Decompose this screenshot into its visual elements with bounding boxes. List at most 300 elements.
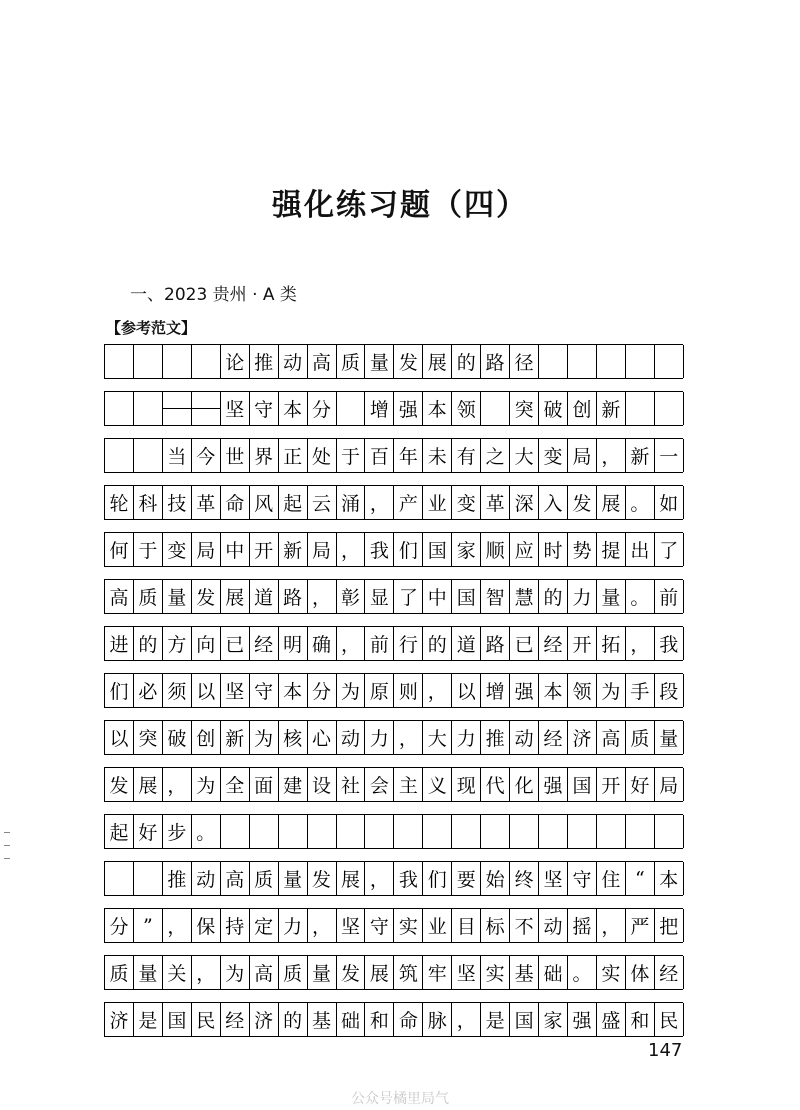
grid-cell bbox=[539, 815, 568, 848]
grid-cell bbox=[337, 392, 366, 425]
grid-cell: 界 bbox=[250, 439, 279, 472]
grid-cell: 的 bbox=[452, 345, 481, 378]
grid-cell bbox=[597, 815, 626, 848]
grid-cell: 为 bbox=[250, 721, 279, 754]
grid-cell: 今 bbox=[192, 439, 221, 472]
grid-cell: 始 bbox=[481, 862, 510, 895]
grid-cell: 前 bbox=[655, 580, 684, 613]
grid-cell: 新 bbox=[597, 392, 626, 425]
grid-cell: 轮 bbox=[105, 486, 134, 519]
grid-cell bbox=[539, 345, 568, 378]
grid-cell: 为 bbox=[192, 768, 221, 801]
grid-cell: 大 bbox=[510, 439, 539, 472]
grid-cell: 以 bbox=[105, 721, 134, 754]
grid-cell: 产 bbox=[394, 486, 423, 519]
grid-cell: 要 bbox=[452, 862, 481, 895]
grid-cell: 济 bbox=[568, 721, 597, 754]
grid-cell: 局 bbox=[308, 533, 337, 566]
grid-cell: 新 bbox=[221, 721, 250, 754]
grid-cell: 盛 bbox=[597, 1003, 626, 1036]
grid-cell bbox=[105, 862, 134, 895]
grid-cell: 于 bbox=[337, 439, 366, 472]
grid-cell: 经 bbox=[221, 1003, 250, 1036]
grid-cell: 。 bbox=[626, 580, 655, 613]
grid-cell: 局 bbox=[568, 439, 597, 472]
grid-cell: 设 bbox=[308, 768, 337, 801]
grid-cell: 高 bbox=[308, 345, 337, 378]
grid-cell: 关 bbox=[163, 956, 192, 989]
grid-cell: 经 bbox=[539, 627, 568, 660]
grid-cell: 。 bbox=[626, 486, 655, 519]
grid-cell: 量 bbox=[279, 862, 308, 895]
grid-cell: 命 bbox=[221, 486, 250, 519]
grid-cell: ” bbox=[134, 909, 163, 942]
grid-cell bbox=[365, 815, 394, 848]
grid-cell: ， bbox=[626, 627, 655, 660]
grid-cell bbox=[626, 815, 655, 848]
grid-cell: 严 bbox=[626, 909, 655, 942]
grid-cell: 强 bbox=[394, 392, 423, 425]
grid-cell: 了 bbox=[394, 580, 423, 613]
grid-cell: 当 bbox=[163, 439, 192, 472]
grid-cell: 展 bbox=[337, 862, 366, 895]
grid-cell: 国 bbox=[568, 768, 597, 801]
grid-cell: 入 bbox=[539, 486, 568, 519]
grid-cell: 质 bbox=[105, 956, 134, 989]
grid-cell: 筑 bbox=[394, 956, 423, 989]
grid-cell: 展 bbox=[134, 768, 163, 801]
grid-cell: 和 bbox=[626, 1003, 655, 1036]
grid-cell bbox=[105, 345, 134, 378]
grid-cell: 势 bbox=[568, 533, 597, 566]
grid-cell: 面 bbox=[250, 768, 279, 801]
grid-cell: 已 bbox=[221, 627, 250, 660]
grid-cell: 动 bbox=[192, 862, 221, 895]
grid-cell: 路 bbox=[481, 627, 510, 660]
grid-cell: 道 bbox=[250, 580, 279, 613]
grid-cell bbox=[250, 815, 279, 848]
grid-cell: 主 bbox=[394, 768, 423, 801]
grid-cell: 展 bbox=[597, 486, 626, 519]
grid-cell: 济 bbox=[105, 1003, 134, 1036]
grid-cell bbox=[134, 392, 163, 425]
grid-cell bbox=[279, 815, 308, 848]
reference-label: 【参考范文】 bbox=[106, 319, 197, 337]
grid-cell: 发 bbox=[568, 486, 597, 519]
grid-row bbox=[104, 767, 683, 802]
grid-cell: 命 bbox=[394, 1003, 423, 1036]
grid-cell: 增 bbox=[481, 674, 510, 707]
grid-cell: 坚 bbox=[539, 862, 568, 895]
grid-cell: 持 bbox=[221, 909, 250, 942]
grid-cell: 强 bbox=[539, 768, 568, 801]
grid-cell: 突 bbox=[510, 392, 539, 425]
grid-cell: 们 bbox=[423, 862, 452, 895]
grid-cell: 于 bbox=[134, 533, 163, 566]
grid-cell: 局 bbox=[655, 768, 684, 801]
grid-cell bbox=[510, 815, 539, 848]
grid-cell bbox=[163, 345, 192, 378]
grid-cell: 发 bbox=[105, 768, 134, 801]
grid-cell: 路 bbox=[481, 345, 510, 378]
grid-cell: 把 bbox=[655, 909, 684, 942]
grid-cell: ， bbox=[308, 909, 337, 942]
grid-cell: 家 bbox=[452, 533, 481, 566]
grid-cell: 发 bbox=[308, 862, 337, 895]
grid-cell: 力 bbox=[365, 721, 394, 754]
grid-cell: 不 bbox=[510, 909, 539, 942]
essay-grid bbox=[104, 344, 683, 1049]
grid-cell: 展 bbox=[365, 956, 394, 989]
grid-cell: ， bbox=[394, 721, 423, 754]
grid-cell: 增 bbox=[365, 392, 394, 425]
grid-row bbox=[104, 908, 683, 943]
grid-cell bbox=[568, 815, 597, 848]
grid-cell: 是 bbox=[134, 1003, 163, 1036]
grid-cell: 摇 bbox=[568, 909, 597, 942]
grid-cell: 质 bbox=[626, 721, 655, 754]
grid-cell: 的 bbox=[423, 627, 452, 660]
grid-cell: 国 bbox=[423, 533, 452, 566]
grid-cell: 守 bbox=[568, 862, 597, 895]
grid-cell: 脉 bbox=[423, 1003, 452, 1036]
grid-cell: 分 bbox=[308, 674, 337, 707]
grid-cell bbox=[394, 815, 423, 848]
grid-cell: 何 bbox=[105, 533, 134, 566]
grid-cell: 业 bbox=[423, 909, 452, 942]
grid-cell: 云 bbox=[308, 486, 337, 519]
grid-cell: 革 bbox=[481, 486, 510, 519]
grid-cell bbox=[626, 345, 655, 378]
grid-cell: “ bbox=[626, 862, 655, 895]
grid-cell: ， bbox=[597, 909, 626, 942]
grid-row bbox=[104, 720, 683, 755]
grid-cell: 处 bbox=[308, 439, 337, 472]
grid-cell: 力 bbox=[568, 580, 597, 613]
grid-cell: 明 bbox=[279, 627, 308, 660]
grid-cell: 量 bbox=[597, 580, 626, 613]
grid-cell: 国 bbox=[510, 1003, 539, 1036]
grid-cell bbox=[481, 392, 510, 425]
grid-cell bbox=[134, 345, 163, 378]
grid-cell: 好 bbox=[134, 815, 163, 848]
grid-cell: 以 bbox=[452, 674, 481, 707]
grid-cell: 心 bbox=[308, 721, 337, 754]
grid-cell: 创 bbox=[192, 721, 221, 754]
grid-cell: 革 bbox=[192, 486, 221, 519]
grid-cell: 强 bbox=[568, 1003, 597, 1036]
grid-cell: 实 bbox=[597, 956, 626, 989]
grid-cell: 分 bbox=[308, 392, 337, 425]
grid-cell: 显 bbox=[365, 580, 394, 613]
grid-cell: 段 bbox=[655, 674, 684, 707]
grid-cell: 确 bbox=[308, 627, 337, 660]
grid-cell: 守 bbox=[250, 392, 279, 425]
grid-cell: 保 bbox=[192, 909, 221, 942]
grid-cell: 我 bbox=[365, 533, 394, 566]
grid-cell: 我 bbox=[655, 627, 684, 660]
grid-cell: 动 bbox=[510, 721, 539, 754]
grid-cell: 开 bbox=[597, 768, 626, 801]
grid-cell: 定 bbox=[250, 909, 279, 942]
grid-cell: 力 bbox=[279, 909, 308, 942]
grid-cell: 坚 bbox=[452, 956, 481, 989]
grid-cell: 须 bbox=[163, 674, 192, 707]
grid-cell: 风 bbox=[250, 486, 279, 519]
grid-cell: 进 bbox=[105, 627, 134, 660]
grid-cell: 我 bbox=[394, 862, 423, 895]
section-heading: 一、2023 贵州 · A 类 bbox=[130, 285, 297, 305]
grid-cell: 慧 bbox=[510, 580, 539, 613]
grid-cell: 的 bbox=[134, 627, 163, 660]
grid-cell: 动 bbox=[337, 721, 366, 754]
grid-cell: 家 bbox=[539, 1003, 568, 1036]
grid-cell: ， bbox=[163, 909, 192, 942]
grid-cell: 本 bbox=[423, 392, 452, 425]
grid-cell: 向 bbox=[192, 627, 221, 660]
grid-cell: 了 bbox=[655, 533, 684, 566]
grid-cell: ， bbox=[452, 1003, 481, 1036]
grid-cell: ， bbox=[163, 768, 192, 801]
grid-cell: 彰 bbox=[337, 580, 366, 613]
grid-cell: 为 bbox=[221, 956, 250, 989]
grid-cell: 展 bbox=[221, 580, 250, 613]
grid-cell: 年 bbox=[394, 439, 423, 472]
grid-cell: 会 bbox=[365, 768, 394, 801]
grid-cell: 民 bbox=[655, 1003, 684, 1036]
grid-cell bbox=[105, 392, 134, 425]
grid-cell: 的 bbox=[539, 580, 568, 613]
grid-cell: 局 bbox=[192, 533, 221, 566]
grid-cell: 深 bbox=[510, 486, 539, 519]
grid-cell: 创 bbox=[568, 392, 597, 425]
grid-cell: 领 bbox=[568, 674, 597, 707]
grid-cell: 步 bbox=[163, 815, 192, 848]
grid-row bbox=[104, 391, 683, 426]
grid-cell: 为 bbox=[337, 674, 366, 707]
grid-cell: 们 bbox=[394, 533, 423, 566]
grid-cell: 本 bbox=[279, 674, 308, 707]
grid-cell: 手 bbox=[626, 674, 655, 707]
grid-cell: 新 bbox=[626, 439, 655, 472]
grid-cell: 高 bbox=[221, 862, 250, 895]
grid-row bbox=[104, 1002, 683, 1037]
grid-cell: ， bbox=[597, 439, 626, 472]
grid-cell: 体 bbox=[626, 956, 655, 989]
grid-cell bbox=[134, 439, 163, 472]
grid-cell: 全 bbox=[221, 768, 250, 801]
grid-cell: 质 bbox=[134, 580, 163, 613]
grid-cell: ， bbox=[423, 674, 452, 707]
grid-cell: 应 bbox=[510, 533, 539, 566]
grid-cell: 现 bbox=[452, 768, 481, 801]
grid-cell: 础 bbox=[539, 956, 568, 989]
grid-cell: ， bbox=[337, 533, 366, 566]
grid-cell: 义 bbox=[423, 768, 452, 801]
grid-cell: 高 bbox=[105, 580, 134, 613]
grid-row bbox=[104, 626, 683, 661]
grid-cell: 前 bbox=[365, 627, 394, 660]
grid-cell: 质 bbox=[250, 862, 279, 895]
grid-row bbox=[104, 673, 683, 708]
grid-cell bbox=[626, 392, 655, 425]
grid-cell: 牢 bbox=[423, 956, 452, 989]
grid-cell: 开 bbox=[568, 627, 597, 660]
grid-cell bbox=[597, 345, 626, 378]
grid-cell: 代 bbox=[481, 768, 510, 801]
page-title: 强化练习题（四） bbox=[272, 188, 528, 223]
grid-cell: 是 bbox=[481, 1003, 510, 1036]
grid-cell bbox=[655, 815, 684, 848]
grid-cell: 动 bbox=[279, 345, 308, 378]
grid-cell: 路 bbox=[279, 580, 308, 613]
grid-cell: 推 bbox=[481, 721, 510, 754]
grid-cell: 力 bbox=[452, 721, 481, 754]
grid-cell: 顺 bbox=[481, 533, 510, 566]
grid-cell: 推 bbox=[163, 862, 192, 895]
grid-cell: 开 bbox=[250, 533, 279, 566]
watermark: 公众号橘里局气 bbox=[351, 1091, 449, 1107]
grid-cell: 起 bbox=[279, 486, 308, 519]
grid-cell: 出 bbox=[626, 533, 655, 566]
grid-cell bbox=[134, 862, 163, 895]
grid-cell: 原 bbox=[365, 674, 394, 707]
grid-cell: 标 bbox=[481, 909, 510, 942]
grid-row bbox=[104, 579, 683, 614]
grid-cell: 实 bbox=[394, 909, 423, 942]
grid-cell bbox=[337, 815, 366, 848]
grid-cell: 技 bbox=[163, 486, 192, 519]
grid-cell: 突 bbox=[134, 721, 163, 754]
grid-cell: 方 bbox=[163, 627, 192, 660]
grid-cell bbox=[655, 392, 684, 425]
grid-cell: 本 bbox=[279, 392, 308, 425]
grid-cell: 科 bbox=[134, 486, 163, 519]
grid-row bbox=[104, 438, 683, 473]
grid-cell: 正 bbox=[279, 439, 308, 472]
grid-cell bbox=[192, 392, 221, 425]
grid-cell: 如 bbox=[655, 486, 684, 519]
grid-cell bbox=[423, 815, 452, 848]
grid-cell: 则 bbox=[394, 674, 423, 707]
grid-row bbox=[104, 485, 683, 520]
grid-cell: 高 bbox=[250, 956, 279, 989]
grid-cell: 道 bbox=[452, 627, 481, 660]
grid-cell: 展 bbox=[423, 345, 452, 378]
grid-cell: 必 bbox=[134, 674, 163, 707]
grid-cell: 以 bbox=[192, 674, 221, 707]
grid-cell: 发 bbox=[337, 956, 366, 989]
grid-cell: 分 bbox=[105, 909, 134, 942]
grid-cell: 世 bbox=[221, 439, 250, 472]
grid-cell: 坚 bbox=[337, 909, 366, 942]
grid-cell bbox=[163, 392, 192, 425]
grid-cell: 量 bbox=[163, 580, 192, 613]
grid-cell bbox=[655, 345, 684, 378]
grid-cell: 一 bbox=[655, 439, 684, 472]
grid-cell: 推 bbox=[250, 345, 279, 378]
grid-cell: 行 bbox=[394, 627, 423, 660]
grid-cell: 起 bbox=[105, 815, 134, 848]
grid-cell: 住 bbox=[597, 862, 626, 895]
grid-cell: 终 bbox=[510, 862, 539, 895]
grid-cell: 变 bbox=[452, 486, 481, 519]
grid-cell: 实 bbox=[481, 956, 510, 989]
grid-row bbox=[104, 955, 683, 990]
grid-cell: 质 bbox=[279, 956, 308, 989]
grid-row bbox=[104, 532, 683, 567]
grid-cell bbox=[105, 439, 134, 472]
grid-cell: 坚 bbox=[221, 392, 250, 425]
grid-cell: 守 bbox=[250, 674, 279, 707]
grid-cell: 目 bbox=[452, 909, 481, 942]
grid-cell: 础 bbox=[337, 1003, 366, 1036]
grid-cell: 中 bbox=[221, 533, 250, 566]
grid-cell: ， bbox=[365, 486, 394, 519]
grid-cell: 经 bbox=[655, 956, 684, 989]
grid-cell: 量 bbox=[308, 956, 337, 989]
grid-cell: 为 bbox=[597, 674, 626, 707]
grid-cell: 。 bbox=[568, 956, 597, 989]
grid-cell: 业 bbox=[423, 486, 452, 519]
grid-cell: 国 bbox=[452, 580, 481, 613]
grid-cell: 新 bbox=[279, 533, 308, 566]
grid-cell: 领 bbox=[452, 392, 481, 425]
grid-cell: 发 bbox=[394, 345, 423, 378]
grid-cell: 的 bbox=[279, 1003, 308, 1036]
grid-cell: 径 bbox=[510, 345, 539, 378]
grid-cell: ， bbox=[192, 956, 221, 989]
grid-cell: 涌 bbox=[337, 486, 366, 519]
grid-cell: 已 bbox=[510, 627, 539, 660]
grid-cell: 变 bbox=[539, 439, 568, 472]
grid-cell: 基 bbox=[510, 956, 539, 989]
grid-cell: 核 bbox=[279, 721, 308, 754]
grid-cell: 拓 bbox=[597, 627, 626, 660]
grid-cell: 强 bbox=[510, 674, 539, 707]
grid-cell: 破 bbox=[539, 392, 568, 425]
grid-cell: 。 bbox=[192, 815, 221, 848]
grid-cell: 坚 bbox=[221, 674, 250, 707]
grid-cell: 本 bbox=[539, 674, 568, 707]
grid-cell: 之 bbox=[481, 439, 510, 472]
grid-cell: 本 bbox=[655, 862, 684, 895]
grid-cell bbox=[192, 345, 221, 378]
grid-cell: 和 bbox=[365, 1003, 394, 1036]
grid-cell bbox=[308, 815, 337, 848]
page-number: 147 bbox=[648, 1040, 683, 1061]
grid-cell: 百 bbox=[365, 439, 394, 472]
grid-cell: 好 bbox=[626, 768, 655, 801]
grid-cell: 动 bbox=[539, 909, 568, 942]
grid-cell: 中 bbox=[423, 580, 452, 613]
grid-cell: 经 bbox=[250, 627, 279, 660]
grid-cell: 有 bbox=[452, 439, 481, 472]
grid-cell: 发 bbox=[192, 580, 221, 613]
grid-row bbox=[104, 861, 683, 896]
grid-cell: 高 bbox=[597, 721, 626, 754]
grid-cell: 破 bbox=[163, 721, 192, 754]
grid-cell: 社 bbox=[337, 768, 366, 801]
grid-cell: 济 bbox=[250, 1003, 279, 1036]
grid-cell: ， bbox=[308, 580, 337, 613]
grid-cell bbox=[452, 815, 481, 848]
grid-cell bbox=[568, 345, 597, 378]
grid-cell: ， bbox=[365, 862, 394, 895]
grid-cell: 们 bbox=[105, 674, 134, 707]
grid-row bbox=[104, 814, 683, 849]
grid-cell: 国 bbox=[163, 1003, 192, 1036]
